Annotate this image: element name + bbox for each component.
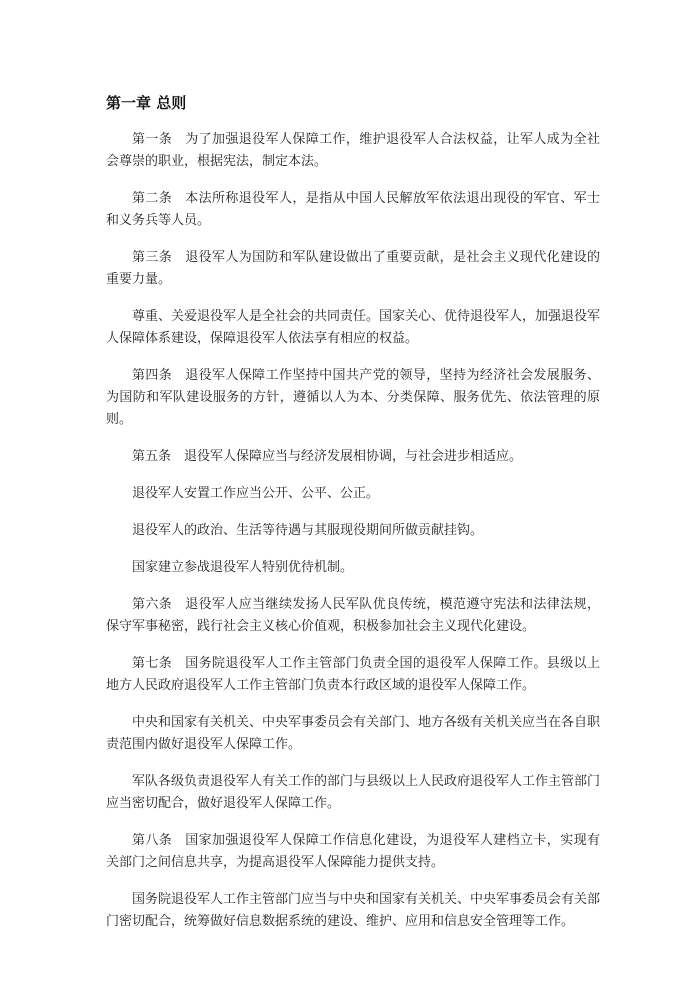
article-text: 中央和国家有关机关、中央军事委员会有关部门、地方各级有关机关应当在各自职责范围内做好退役军人保障工作。 [106,715,601,752]
article-paragraph [106,771,600,815]
article-paragraph [106,365,600,431]
article-text: 退役军人应当继续发扬人民军队优良传统，模范遵守宪法和法律法规，保守军事秘密，践行社会主义核心价值观，积极参加社会主义现代化建设。 [106,597,600,634]
article-text: 退役军人保障工作坚持中国共产党的领导，坚持为经济社会发展服务、为国防和军队建设服务的方针，遵循以人为本、分类保障、服务优先、依法管理的原则。 [106,368,600,427]
article-paragraph [106,557,600,579]
article-text: 军队各级负责退役军人有关工作的部门与县级以上人民政府退役军人工作主管部门应当密切配合，做好退役军人保障工作。 [106,774,601,811]
article-paragraph [106,446,600,468]
article-text: 国家建立参战退役军人特别优待机制。 [132,560,354,575]
article-paragraph [106,712,600,756]
article-paragraph [106,653,600,697]
article-paragraph [106,594,600,638]
article-text: 退役军人安置工作应当公开、公平、公正。 [132,486,380,501]
article-paragraph [106,129,600,173]
article-number: 第三条 [132,250,173,265]
article-text: 国务院退役军人工作主管部门负责全国的退役军人保障工作。县级以上地方人民政府退役军人工作主管部门负责本行政区域的退役军人保障工作。 [106,656,600,693]
article-text: 退役军人保障应当与经济发展相协调，与社会进步相适应。 [184,449,523,464]
article-paragraph [106,306,600,350]
article-number: 第八条 [132,833,173,848]
article-paragraph [106,483,600,505]
article-text: 退役军人为国防和军队建设做出了重要贡献，是社会主义现代化建设的重要力量。 [106,250,600,287]
article-text: 退役军人的政治、生活等待遇与其服现役期间所做贡献挂钩。 [132,523,484,538]
article-text: 国家加强退役军人保障工作信息化建设，为退役军人建档立卡，实现有关部门之间信息共享，为提高退役军人保障能力提供支持。 [106,833,600,870]
article-text: 为了加强退役军人保障工作，维护退役军人合法权益，让军人成为全社会尊崇的职业，根据宪法，制定本法。 [106,132,600,169]
article-paragraph [106,520,600,542]
article-paragraph [106,188,600,232]
document-body [106,129,600,948]
article-number: 第七条 [132,656,173,671]
article-paragraph [106,830,600,874]
article-number: 第一条 [132,132,173,147]
article-paragraph [106,247,600,291]
article-text: 尊重、关爱退役军人是全社会的共同责任。国家关心、优待退役军人，加强退役军人保障体系建设，保障退役军人依法享有相应的权益。 [106,309,601,346]
article-text: 国务院退役军人工作主管部门应当与中央和国家有关机关、中央军事委员会有关部门密切配合，统筹做好信息数据系统的建设、维护、应用和信息安全管理等工作。 [106,892,601,929]
article-number: 第六条 [132,597,173,612]
article-text: 本法所称退役军人，是指从中国人民解放军依法退出现役的军官、军士和义务兵等人员。 [106,191,600,228]
article-paragraph [106,889,600,933]
chapter-title: 第一章 总则 [106,94,187,112]
article-number: 第五条 [132,449,172,464]
article-number: 第二条 [132,191,173,206]
article-number: 第四条 [132,368,173,383]
